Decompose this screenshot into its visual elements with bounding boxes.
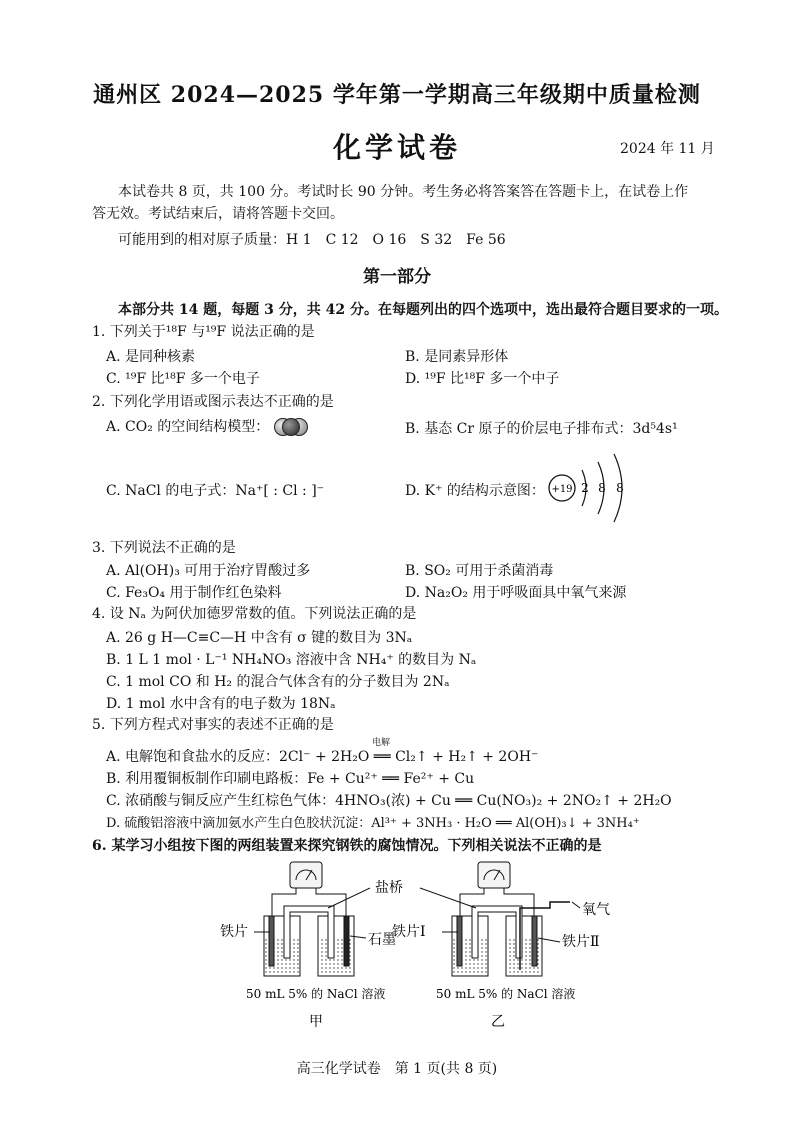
k-shell-3-count: 8 bbox=[616, 481, 624, 495]
instructions-line1: 本试卷共 8 页，共 100 分。考试时长 90 分钟。考生务必将答案答在答题卡上，在试卷上作 bbox=[118, 184, 689, 200]
q2-option-c: C. NaCl 的电子式：Na⁺[ : Cl : ]⁻ bbox=[106, 483, 325, 499]
galvanometer-yi bbox=[478, 862, 510, 888]
q3-option-a: A. Al(OH)₃ 可用于治疗胃酸过多 bbox=[106, 563, 311, 579]
q6-stem: 6. 某学习小组按下图的两组装置来探究钢铁的腐蚀情况。下列相关说法不正确的是 bbox=[92, 838, 602, 854]
label-iron-2: 铁片Ⅱ bbox=[562, 934, 600, 950]
q5-stem: 5. 下列方程式对事实的表述不正确的是 bbox=[92, 717, 334, 733]
k-ion-structure-diagram bbox=[546, 448, 646, 524]
label-solution-jia: 50 mL 5% 的 NaCl 溶液 bbox=[246, 987, 386, 1001]
atomic-masses: 可能用到的相对原子质量：H 1 C 12 O 16 S 32 Fe 56 bbox=[118, 232, 506, 248]
iron-plate-2-yi bbox=[532, 916, 537, 966]
apparatus-yi bbox=[452, 862, 570, 976]
label-oxygen: 氧气 bbox=[582, 902, 610, 918]
q5-option-b: B. 利用覆铜板制作印刷电路板：Fe + Cu²⁺ ══ Fe²⁺ + Cu bbox=[106, 771, 475, 787]
part1-heading: 第一部分 bbox=[363, 267, 431, 287]
q4-option-d: D. 1 mol 水中含有的电子数为 18Nₐ bbox=[106, 696, 336, 712]
label-iron-jia: 铁片 bbox=[220, 924, 248, 940]
q4-option-b: B. 1 L 1 mol · L⁻¹ NH₄NO₃ 溶液中含 NH₄⁺ 的数目为 Nₐ bbox=[106, 652, 477, 668]
label-salt-bridge: 盐桥 bbox=[375, 880, 403, 896]
q3-option-b: B. SO₂ 可用于杀菌消毒 bbox=[405, 563, 554, 579]
page-footer: 高三化学试卷 第 1 页(共 8 页) bbox=[296, 1061, 498, 1077]
leader-graphite bbox=[350, 936, 366, 938]
q2-option-d: D. K⁺ 的结构示意图： bbox=[405, 483, 545, 499]
exam-date: 2024 年 11 月 bbox=[620, 141, 715, 157]
q4-stem: 4. 设 Nₐ 为阿伏加德罗常数的值。下列说法正确的是 bbox=[92, 606, 417, 622]
instructions-line2: 答无效。考试结束后，请将答题卡交回。 bbox=[92, 206, 344, 222]
iron-plate-1-yi bbox=[457, 916, 462, 966]
q1-stem: 1. 下列关于¹⁸F 与¹⁹F 说法正确的是 bbox=[92, 324, 315, 340]
k-nucleus-label: +19 bbox=[551, 484, 573, 495]
label-jia: 甲 bbox=[309, 1014, 323, 1030]
q4-option-a: A. 26 g H—C≡C—H 中含有 σ 键的数目为 3Nₐ bbox=[106, 630, 413, 646]
q5-option-c: C. 浓硝酸与铜反应产生红棕色气体：4HNO₃(浓) + Cu ══ Cu(NO₃)₂ + 2NO₂↑ + 2H₂O bbox=[106, 793, 672, 809]
iron-plate-jia bbox=[269, 916, 274, 966]
label-graphite: 石墨 bbox=[368, 932, 396, 948]
q5-option-d: D. 硫酸铝溶液中滴加氨水产生白色胶状沉淀：Al³⁺ + 3NH₃ · H₂O ══ Al(OH)₃↓ + 3NH₄⁺ bbox=[106, 816, 640, 831]
q2-option-a bbox=[106, 416, 306, 438]
leader-salt-bridge-jia bbox=[328, 888, 370, 908]
k-shell-2-count: 8 bbox=[598, 481, 606, 495]
corrosion-apparatus-diagram bbox=[220, 858, 640, 1038]
leader-salt-bridge-yi bbox=[420, 888, 476, 908]
exam-title: 通州区 2024—2025 学年第一学期高三年级期中质量检测 bbox=[93, 82, 701, 108]
q5-a-condition: 电解 bbox=[372, 738, 391, 748]
label-iron-1: 铁片Ⅰ bbox=[392, 924, 426, 940]
q5-option-a: A. 电解饱和食盐水的反应：2Cl⁻ + 2H₂O ══ Cl₂↑ + H₂↑ + 2OH⁻ bbox=[106, 749, 539, 765]
q1-option-c: C. ¹⁹F 比¹⁸F 多一个电子 bbox=[106, 371, 260, 387]
q2-option-b: B. 基态 Cr 原子的价层电子排布式：3d⁵4s¹ bbox=[405, 421, 678, 437]
galvanometer-jia bbox=[290, 862, 322, 888]
leader-oxygen bbox=[572, 902, 580, 908]
graphite-rod-jia bbox=[344, 916, 349, 966]
q2-stem: 2. 下列化学用语或图示表达不正确的是 bbox=[92, 394, 334, 410]
q3-option-c: C. Fe₃O₄ 用于制作红色染料 bbox=[106, 585, 282, 601]
q3-stem: 3. 下列说法不正确的是 bbox=[92, 540, 236, 556]
label-solution-yi: 50 mL 5% 的 NaCl 溶液 bbox=[436, 987, 576, 1001]
label-yi: 乙 bbox=[491, 1014, 505, 1030]
part1-description: 本部分共 14 题，每题 3 分，共 42 分。在每题列出的四个选项中，选出最符合题目要求的一项。 bbox=[118, 302, 728, 318]
q1-option-a: A. 是同种核素 bbox=[106, 349, 196, 365]
k-shell-1-count: 2 bbox=[581, 481, 589, 495]
q3-option-d: D. Na₂O₂ 用于呼吸面具中氧气来源 bbox=[405, 585, 627, 601]
apparatus-jia bbox=[264, 862, 354, 976]
q1-option-d: D. ¹⁹F 比¹⁸F 多一个中子 bbox=[405, 371, 560, 387]
subject-title: 化学试卷 bbox=[332, 131, 461, 164]
q1-option-b: B. 是同素异形体 bbox=[405, 349, 509, 365]
co2-molecule-model bbox=[274, 416, 306, 438]
q4-option-c: C. 1 mol CO 和 H₂ 的混合气体含有的分子数目为 2Nₐ bbox=[106, 674, 450, 690]
q2-option-a-text: A. CO₂ 的空间结构模型： bbox=[106, 419, 270, 435]
